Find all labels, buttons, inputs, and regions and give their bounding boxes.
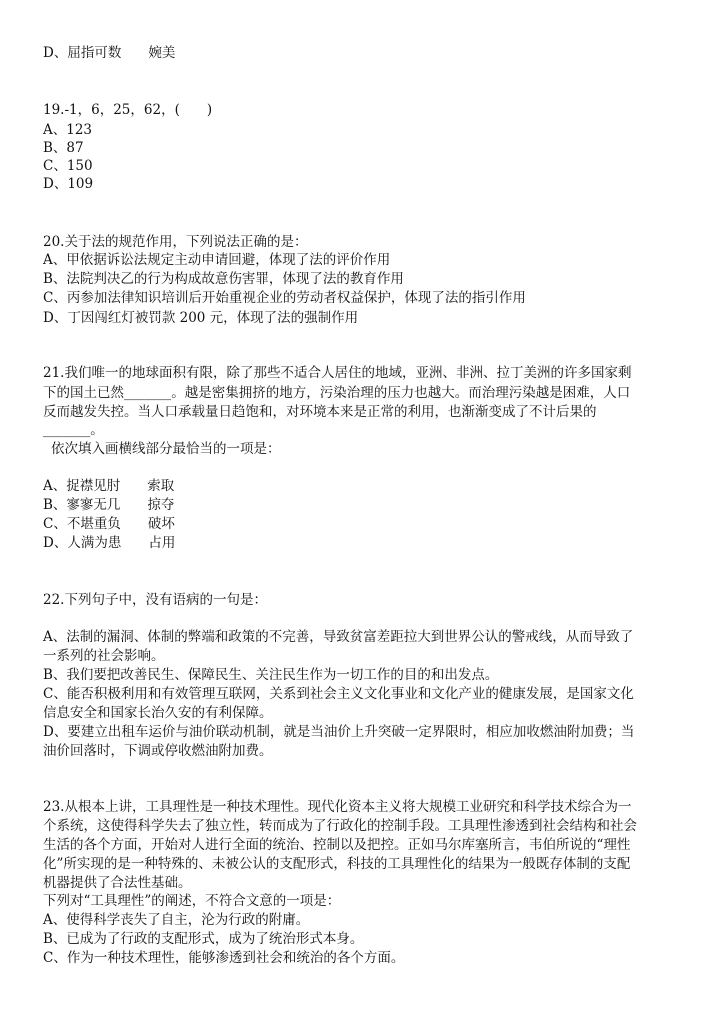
q21-instruction: 依次填入画横线部分最恰当的一项是： [51,441,281,457]
q23-option-a: A、使得科学丧失了自主，沦为行政的附庸。 [43,912,310,928]
q21-option-a: A、捉襟见肘 索取 [43,478,175,494]
q22-option-a-line-2: 一系列的社会影响。 [43,648,165,664]
q23-stem-line-1: 23.从根本上讲，工具理性是一种技术理性。现代化资本主义将大规模工业研究和科学技术综合为一 [43,799,632,815]
q23-stem-line-4: 化”所实现的是一种特殊的、未被公认的支配形式，科技的工具理性化的结果为一般既存体制的支配 [43,856,631,872]
q23-option-b: B、已成为了行政的支配形式，成为了统治形式本身。 [43,931,364,947]
q19-option-a: A、123 [43,122,93,138]
q18-option-d: D、屈指可数 婉美 [43,45,176,61]
q22-option-c-line-1: C、能否积极利用和有效管理互联网，关系到社会主义文化事业和文化产业的健康发展，是国家文化 [43,686,634,702]
q21-option-b: B、寥寥无几 掠夺 [43,497,175,513]
q20-stem: 20.关于法的规范作用，下列说法正确的是： [43,234,308,250]
q20-option-a: A、甲依据诉讼法规定主动申请回避，体现了法的评价作用 [43,252,391,268]
q22-option-d-line-1: D、要建立出租车运价与油价联动机制，就是当油价上升突破一定界限时，相应加收燃油附加费；当 [43,724,635,740]
q20-option-d: D、丁因闯红灯被罚款 200 元，体现了法的强制作用 [43,310,359,326]
q22-option-d-line-2: 油价回落时，下调或停收燃油附加费。 [43,743,273,759]
q23-stem-line-5: 机器提供了合法性基础。 [43,875,192,891]
q22-option-a-line-1: A、法制的漏洞、体制的弊端和政策的不完善，导致贫富差距拉大到世界公认的警戒线，从而导致了 [43,629,634,645]
q20-option-c: C、丙参加法律知识培训后开始重视企业的劳动者权益保护，体现了法的指引作用 [43,290,526,306]
q22-stem: 22.下列句子中，没有语病的一句是： [43,592,267,608]
q22-option-c-line-2: 信息安全和国家长治久安的有利保障。 [43,705,273,721]
q22-option-b: B、我们要把改善民生、保障民生、关注民生作为一切工作的目的和出发点。 [43,667,499,683]
q23-stem-line-3: 生活的各个方面，开始对人进行全面的统治、控制以及把控。正如马尔库塞所言，韦伯所说的“理性 [43,837,631,853]
q19-stem: 19.-1，6，25，62，( ) [43,102,213,118]
q20-option-b: B、法院判决乙的行为构成故意伤害罪，体现了法的教育作用 [43,271,404,287]
q19-option-d: D、109 [43,176,94,192]
q21-stem-line-2: 下的国土已然_______。越是密集拥挤的地方，污染治理的压力也越大。而治理污染越是困难，人口 [43,385,631,401]
q19-option-b: B、87 [43,140,84,156]
q21-option-d: D、人满为患 占用 [43,535,176,551]
q21-stem-line-4: _______。 [43,422,104,438]
q21-option-c: C、不堪重负 破坏 [43,516,175,532]
q21-stem-line-1: 21.我们唯一的地球面积有限，除了那些不适合人居住的地域，亚洲、非洲、拉丁美洲的许多国家剩 [43,365,632,381]
q21-stem-line-3: 反而越发失控。当人口承载量日趋饱和，对环境本来是正常的利用，也渐渐变成了不计后果的 [43,404,597,420]
q23-option-c: C、作为一种技术理性，能够渗透到社会和统治的各个方面。 [43,950,405,966]
q23-stem-line-2: 个系统，这使得科学失去了独立性，转而成为了行政化的控制手段。工具理性渗透到社会结构和社会 [43,818,637,834]
q19-option-c: C、150 [43,158,93,174]
q23-question: 下列对“工具理性”的阐述，不符合文意的一项是： [43,893,341,909]
